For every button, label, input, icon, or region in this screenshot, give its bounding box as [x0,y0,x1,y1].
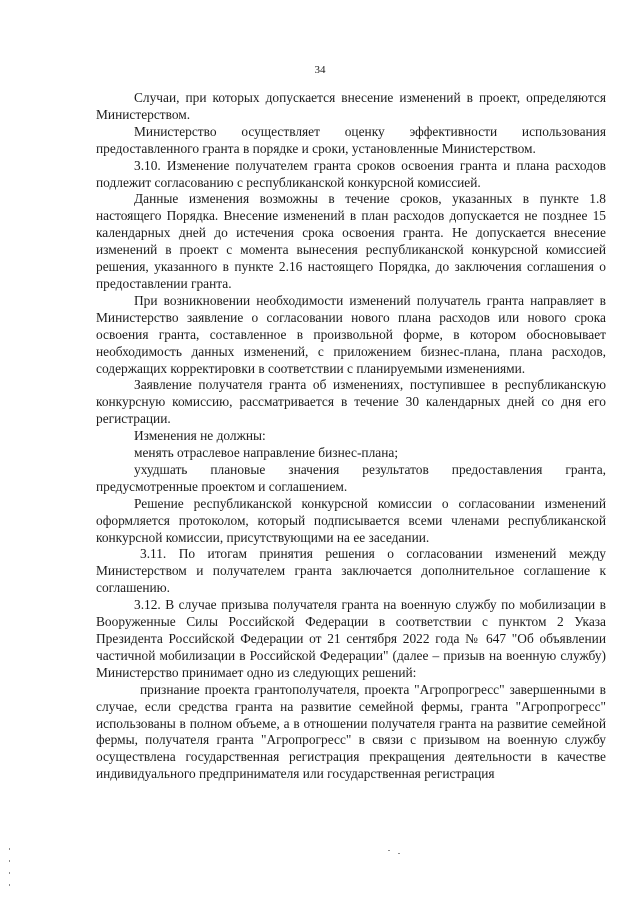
paragraph-commission-decision: Решение республиканской конкурсной комиссии о согласовании изменений оформляется протоколом, который подписывается всеми членами республиканской конкурсной комиссии, присутствующими на ее заседании. [96,495,606,545]
paragraph-changes-cases: Случаи, при которых допускается внесение изменений в проект, определяются Министерством. [96,90,606,122]
paragraph-3-10: 3.10. Изменение получателем гранта сроков освоения гранта и плана расходов подлежит согласованию с республиканской конкурсной комиссией. [96,157,606,190]
paragraph-changes-must-not: Изменения не должны: [134,428,266,444]
list-item-planned-results: ухудшать плановые значения результатов предоставления гранта, предусмотренные проектом и соглашением. [96,461,606,494]
paragraph-project-completion: признание проекта грантополучателя, проекта "Агропрогресс" завершенными в случае, если средства гранта на развитие семейной фермы, гранта "Агропрогресс" использованы в полном объеме, а в отношении получателя гранта на развитие семейной фермы, получателя гранта "Агропрогресс" в связи с призывом на военную службу осуществлена государственная регистрация прекращения деятельности в качестве индивидуального предпринимателя или государственная регистрация [96,681,606,782]
scan-artifact [9,872,10,874]
scan-artifact [9,884,10,886]
paragraph-change-terms: Данные изменения возможны в течение сроков, указанных в пункте 1.8 настоящего Порядка. Внесение изменений в план расходов допускается не позднее 15 календарных дней до истечения срока освоения гранта. Не допускается внесение изменений в проект с момента вынесения республиканской конкурсной комиссией решения, указанного в пункте 2.16 настоящего Порядка, до заключения соглашения о предоставлении гранта. [96,191,606,291]
paragraph-3-12: 3.12. В случае призыва получателя гранта на военную службу по мобилизации в Вооруженные Силы Российской Федерации в соответствии с пунктом 2 Указа Президента Российской Федерации от 21 сентября 2022 года № 647 "Об объявлении частичной мобилизации в Российской Федерации" (далее – призыв на военную службу) Министерство принимает одно из следующих решений: [96,597,606,680]
document-body [96,90,606,783]
paragraph-application-review: Заявление получателя гранта об изменениях, поступившее в республиканскую конкурсную комиссию, рассматривается в течение 30 календарных дней со дня его регистрации. [96,377,606,427]
list-item-business-direction: менять отраслевое направление бизнес-плана; [134,445,399,461]
paragraph-efficiency-assessment: Министерство осуществляет оценку эффективности использования предоставленного гранта в порядке и сроки, установленные Министерством. [96,123,606,156]
scan-artifact [9,860,10,862]
scan-artifact [9,848,10,850]
scan-artifact [398,853,400,854]
page-number: 34 [314,64,326,76]
paragraph-3-11: 3.11. По итогам принятия решения о согласовании изменений между Министерством и получателем гранта заключается дополнительное соглашение к соглашению. [96,546,606,596]
paragraph-application-procedure: При возникновении необходимости изменений получатель гранта направляет в Министерство заявление о согласовании нового плана расходов или нового срока освоения гранта, составленное в произвольной форме, в котором обосновывает необходимость данных изменений, с приложением бизнес-плана, плана расходов, содержащих корректировки в соответствии с планируемыми изменениями. [96,292,606,376]
scan-artifact [388,850,390,851]
